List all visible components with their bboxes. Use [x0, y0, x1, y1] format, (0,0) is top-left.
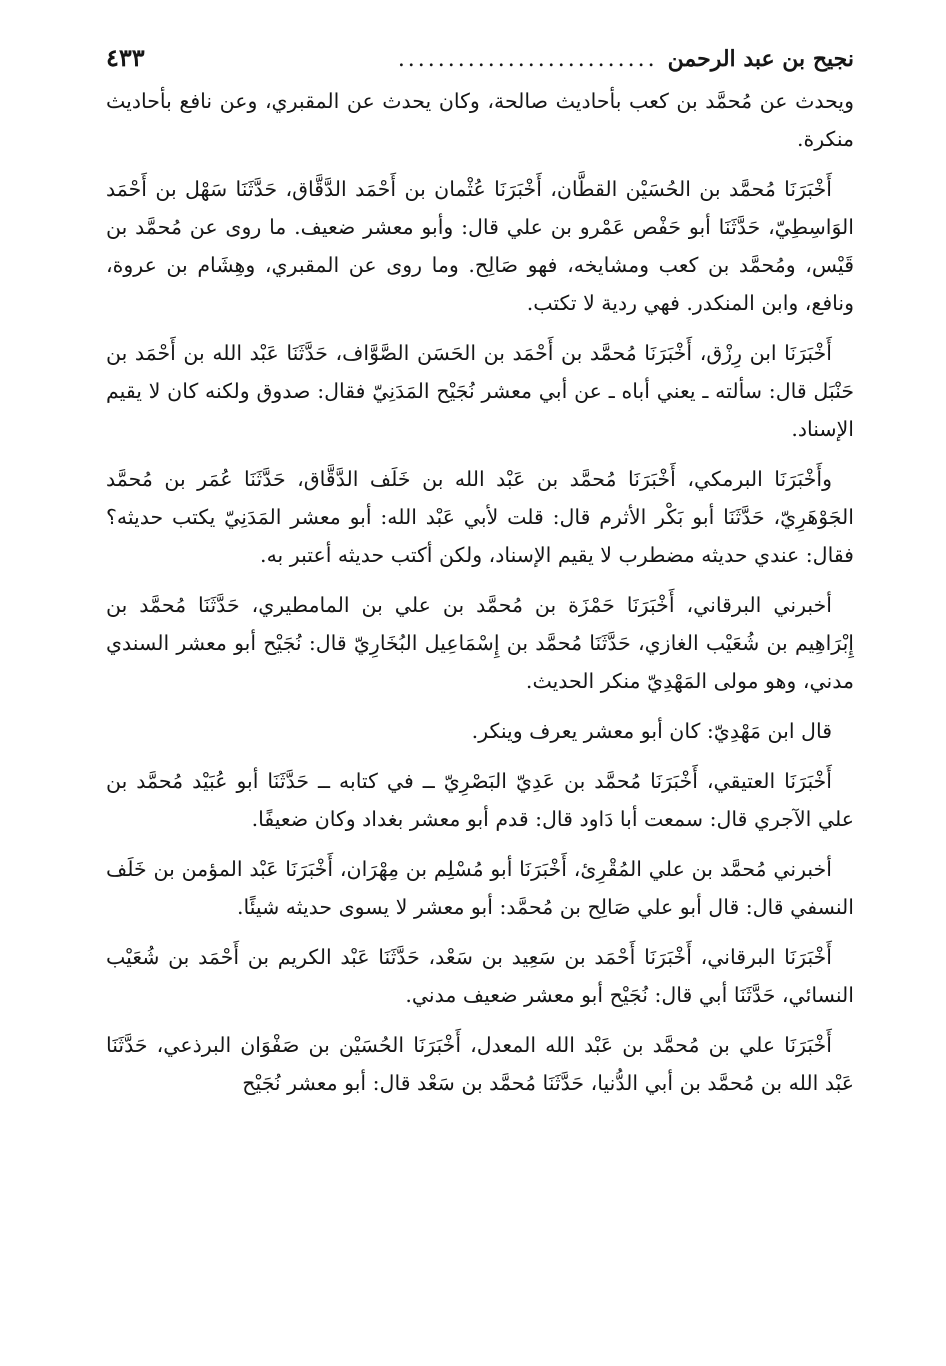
paragraph-continuation: ويحدث عن مُحمَّد بن كعب بأحاديث صالحة، وكان يحدث عن المقبري، وعن نافع بأحاديث منكرة. [106, 89, 854, 151]
paragraph: أخبرني البرقاني، أَخْبَرَنَا حَمْزَة بن مُحمَّد بن علي بن المامطيري، حَدَّثَنَا مُحمَّد بن إِبْرَاهِيم بن شُعَيْب الغازي، حَدَّثَنَا مُحمَّد بن إِسْمَاعِيل البُخَارِيّ قال: نُجَيْح أبو معشر السندي مدني، وهو مولى المَهْدِيّ منكر الحديث. [106, 593, 854, 693]
book-page [106, 38, 854, 1114]
running-title: نجيح بن عبد الرحمن [667, 46, 854, 72]
paragraph: أَخْبَرَنَا البرقاني، أَخْبَرَنَا أَحْمَد بن سَعِيد بن سَعْد، حَدَّثَنَا عَبْد الكريم بن أَحْمَد بن شُعَيْب النسائي، حَدَّثَنَا أبي قال: نُجَيْح أبو معشر ضعيف مدني. [106, 945, 854, 1007]
dot-leader: .......................... [397, 47, 658, 72]
paragraph: وأَخْبَرَنَا البرمكي، أَخْبَرَنَا مُحمَّد بن عَبْد الله بن خَلَف الدَّقَّاق، حَدَّثَنَا عُمَر بن مُحمَّد الجَوْهَرِيّ، حَدَّثَنَا أبو بَكْر الأثرم قال: قلت لأبي عَبْد الله: أبو معشر المَدَنِيّ يكتب حديثه؟ فقال: عندي حديثه مضطرب لا يقيم الإسناد، ولكن أكتب حديثه أعتبر به. [106, 467, 854, 567]
paragraph: أخبرني مُحمَّد بن علي المُقْرِئ، أَخْبَرَنَا أبو مُسْلِم بن مِهْرَان، أَخْبَرَنَا عَبْد المؤمن بن خَلَف النسفي قال: قال أبو علي صَالِح بن مُحمَّد: أبو معشر لا يسوى حديثه شيئًا. [106, 857, 854, 919]
running-header [106, 38, 854, 82]
paragraph: أَخْبَرَنَا علي بن مُحمَّد بن عَبْد الله المعدل، أَخْبَرَنَا الحُسَيْن بن صَفْوَان البرذعي، حَدَّثَنَا عَبْد الله بن مُحمَّد بن أبي الدُّنيا، حَدَّثَنَا مُحمَّد بن سَعْد قال: أبو معشر نُجَيْح [106, 1033, 854, 1095]
paragraph: أَخْبَرَنَا العتيقي، أَخْبَرَنَا مُحمَّد بن عَدِيّ البَصْرِيّ ــ في كتابه ــ حَدَّثَنَا أبو عُبَيْد مُحمَّد بن علي الآجري قال: سمعت أبا دَاود قال: قدم أبو معشر بغداد وكان ضعيفًا. [106, 769, 854, 831]
paragraph: أَخْبَرَنَا مُحمَّد بن الحُسَيْن القطَّان، أَخْبَرَنَا عُثْمان بن أَحْمَد الدَّقَّاق، حَدَّثَنَا سَهْل بن أَحْمَد الوَاسِطِيّ، حَدَّثَنَا أبو حَفْص عَمْرو بن علي قال: وأبو معشر ضعيف. ما روى عن مُحمَّد بن قَيْس، ومُحمَّد بن كعب ومشايخه، فهو صَالِح. وما روى عن المقبري، وهِشَام بن عروة، ونافع، وابن المنكدر. فهي ردية لا تكتب. [106, 177, 854, 315]
paragraph: أَخْبَرَنَا ابن رِزْق، أَخْبَرَنَا مُحمَّد بن أَحْمَد بن الحَسَن الصَّوَّاف، حَدَّثَنَا عَبْد الله بن أَحْمَد بن حَنْبَل قال: سألته ـ يعني أباه ـ عن أبي معشر نُجَيْح المَدَنِيّ فقال: صدوق ولكنه كان لا يقيم الإسناد. [106, 341, 854, 441]
page-number: ٤٣٣ [106, 43, 145, 72]
paragraph: قال ابن مَهْدِيّ: كان أبو معشر يعرف وينكر. [471, 719, 832, 743]
body-text [106, 82, 854, 1102]
